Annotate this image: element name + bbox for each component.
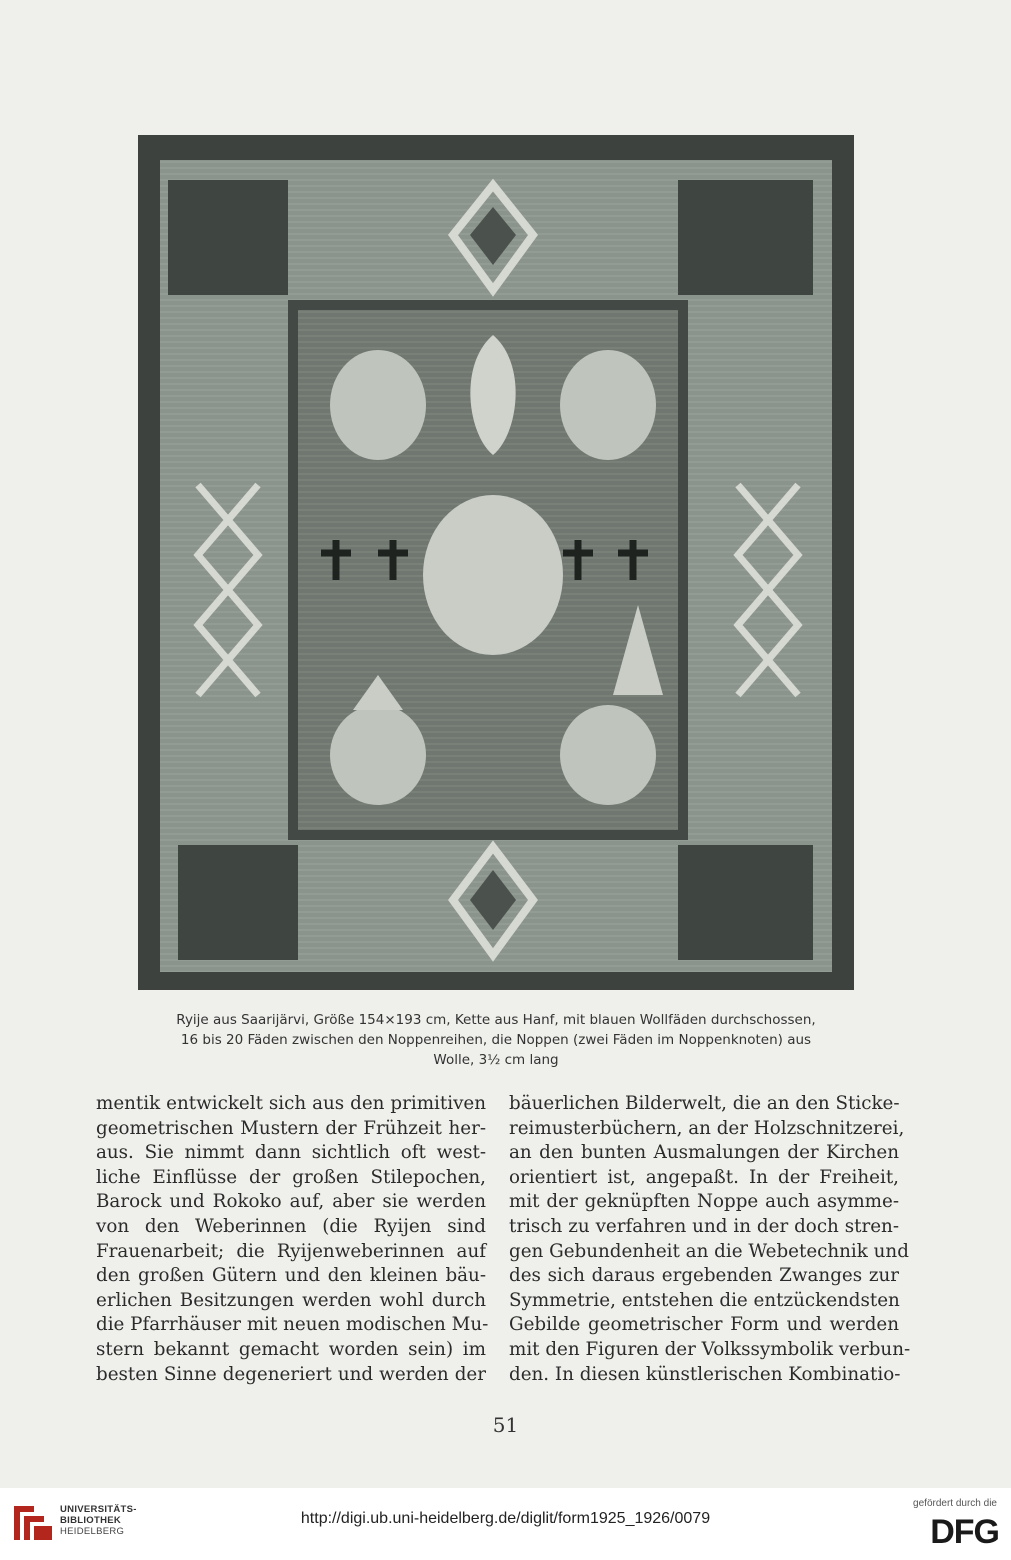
caption-line: 16 bis 20 Fäden zwischen den Noppenreihen, die Noppen (zwei Fäden im Noppenknoten) aus bbox=[180, 1032, 812, 1048]
rug-illustration bbox=[138, 135, 854, 990]
page-number: 51 bbox=[492, 1413, 519, 1437]
text-line: mit den Figuren der Volkssymbolik verbun- bbox=[509, 1338, 911, 1360]
caption-line: Ryije aus Saarijärvi, Größe 154×193 cm, Kette aus Hanf, mit blauen Wollfäden durchschossen, bbox=[176, 1012, 816, 1028]
text-line: gen Gebundenheit an die Webetechnik und bbox=[509, 1240, 909, 1262]
text-line: von den Weberinnen (die Ryijen sind bbox=[96, 1215, 486, 1237]
library-name-line: BIBLIOTHEK bbox=[60, 1515, 122, 1526]
text-line: liche Einflüsse der großen Stilepochen, bbox=[96, 1166, 486, 1188]
text-line: den großen Gütern und den kleinen bäu- bbox=[96, 1265, 486, 1287]
text-line: trisch zu verfahren und in der doch stren- bbox=[509, 1215, 899, 1237]
figure-caption bbox=[140, 1010, 852, 1070]
text-line: des sich daraus ergebenden Zwanges zur bbox=[509, 1265, 899, 1287]
sponsor-label: gefördert durch die bbox=[913, 1498, 997, 1509]
digitization-footer bbox=[0, 1488, 1011, 1560]
text-line: geometrischen Mustern der Frühzeit her- bbox=[96, 1117, 486, 1139]
dfg-logo: DFG bbox=[930, 1513, 999, 1551]
text-line: Barock und Rokoko auf, aber sie werden bbox=[96, 1191, 486, 1213]
text-line: mentik entwickelt sich aus den primitiven bbox=[96, 1093, 486, 1114]
rug-photograph bbox=[138, 135, 854, 990]
text-line: an den bunten Ausmalungen der Kirchen bbox=[509, 1142, 899, 1164]
text-line: orientiert ist, angepaßt. In der Freiheit, bbox=[509, 1166, 899, 1188]
caption-line: Wolle, 3½ cm lang bbox=[433, 1052, 559, 1068]
text-line: Frauenarbeit; die Ryijenweberinnen auf bbox=[96, 1240, 486, 1262]
text-line: erlichen Besitzungen werden wohl durch bbox=[96, 1289, 486, 1311]
text-line: die Pfarrhäuser mit neuen modischen Mu- bbox=[96, 1314, 489, 1336]
text-line: stern bekannt gemacht worden sein) im bbox=[96, 1338, 486, 1360]
library-name-line: UNIVERSITÄTS- bbox=[60, 1504, 137, 1515]
text-line: den. In diesen künstlerischen Kombinatio- bbox=[509, 1363, 901, 1385]
text-line: aus. Sie nimmt dann sichtlich oft west- bbox=[96, 1142, 486, 1164]
body-text bbox=[96, 1092, 911, 1392]
text-line: Gebilde geometrischer Form und werden bbox=[509, 1314, 899, 1336]
text-line: mit der geknüpften Noppe auch asymme- bbox=[509, 1191, 899, 1213]
library-name-line: HEIDELBERG bbox=[60, 1526, 125, 1537]
permalink-url[interactable]: http://digi.ub.uni-heidelberg.de/diglit/form1925_1926/0079 bbox=[300, 1510, 711, 1527]
text-line: Symmetrie, entstehen die entzückendsten bbox=[509, 1289, 900, 1311]
text-line: besten Sinne degeneriert und werden der bbox=[96, 1363, 486, 1385]
text-column-left bbox=[96, 1092, 489, 1387]
text-column-right bbox=[509, 1092, 911, 1387]
text-line: bäuerlichen Bilderwelt, die an den Sticke- bbox=[509, 1093, 900, 1114]
text-line: reimusterbüchern, an der Holzschnitzerei, bbox=[509, 1117, 905, 1139]
